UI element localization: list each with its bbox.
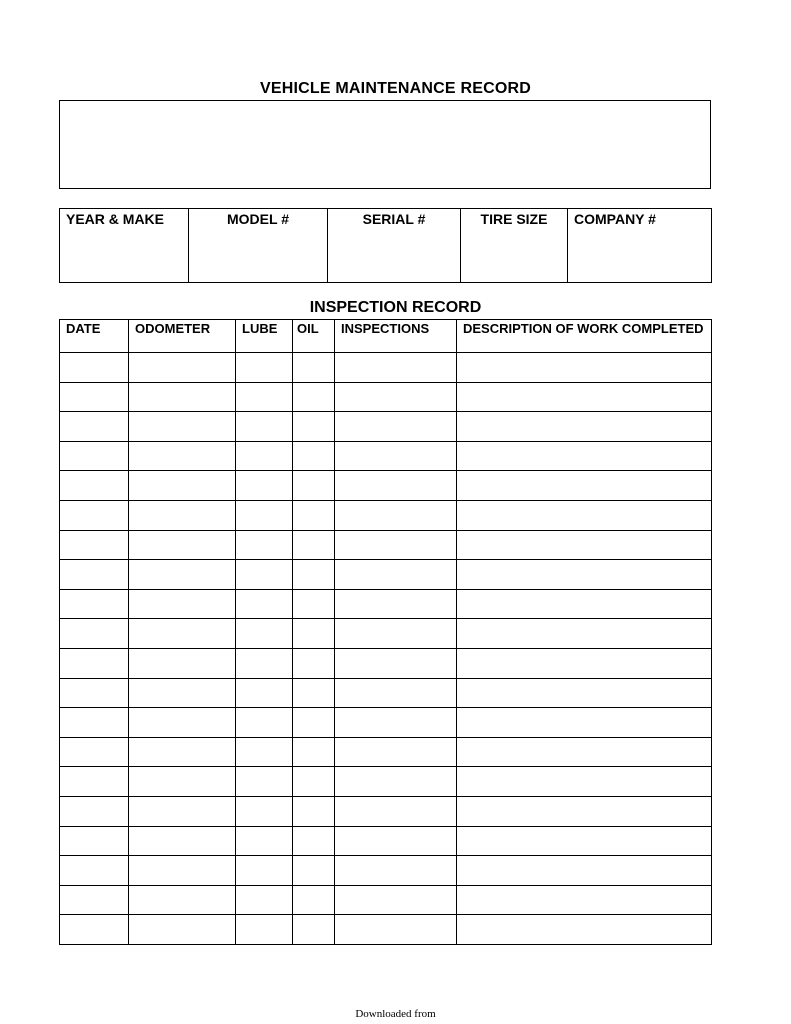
odometer-cell[interactable] xyxy=(129,441,236,471)
header-company[interactable]: COMPANY # xyxy=(568,209,712,283)
odometer-cell[interactable] xyxy=(129,678,236,708)
date-cell[interactable] xyxy=(60,856,129,886)
oil-cell[interactable] xyxy=(293,619,335,649)
odometer-cell[interactable] xyxy=(129,382,236,412)
odometer-cell[interactable] xyxy=(129,412,236,442)
inspections-cell[interactable] xyxy=(335,915,457,945)
header-serial[interactable]: SERIAL # xyxy=(328,209,461,283)
header-tire-size[interactable]: TIRE SIZE xyxy=(461,209,568,283)
oil-cell[interactable] xyxy=(293,530,335,560)
date-cell[interactable] xyxy=(60,796,129,826)
vehicle-header-row xyxy=(60,209,712,283)
inspections-cell[interactable] xyxy=(335,767,457,797)
odometer-cell[interactable] xyxy=(129,471,236,501)
lube-cell[interactable] xyxy=(236,648,293,678)
inspections-cell[interactable] xyxy=(335,885,457,915)
oil-cell[interactable] xyxy=(293,560,335,590)
oil-cell[interactable] xyxy=(293,678,335,708)
lube-cell[interactable] xyxy=(236,441,293,471)
odometer-cell[interactable] xyxy=(129,885,236,915)
odometer-cell[interactable] xyxy=(129,796,236,826)
inspections-cell[interactable] xyxy=(335,619,457,649)
footer-text: Downloaded from xyxy=(355,1008,436,1020)
oil-cell[interactable] xyxy=(293,353,335,383)
description-cell[interactable] xyxy=(457,678,712,708)
description-cell[interactable] xyxy=(457,737,712,767)
description-cell[interactable] xyxy=(457,826,712,856)
date-cell[interactable] xyxy=(60,382,129,412)
description-cell[interactable] xyxy=(457,560,712,590)
oil-cell[interactable] xyxy=(293,471,335,501)
date-cell[interactable] xyxy=(60,767,129,797)
date-cell[interactable] xyxy=(60,915,129,945)
lube-cell[interactable] xyxy=(236,678,293,708)
description-cell[interactable] xyxy=(457,648,712,678)
description-cell[interactable] xyxy=(457,767,712,797)
inspections-cell[interactable] xyxy=(335,353,457,383)
description-cell[interactable] xyxy=(457,441,712,471)
inspections-cell[interactable] xyxy=(335,412,457,442)
odometer-cell[interactable] xyxy=(129,856,236,886)
header-year-make[interactable]: YEAR & MAKE xyxy=(60,209,189,283)
inspection-header-row xyxy=(60,320,712,353)
oil-cell[interactable] xyxy=(293,589,335,619)
oil-cell[interactable] xyxy=(293,708,335,738)
table-row xyxy=(60,737,712,767)
odometer-cell[interactable] xyxy=(129,708,236,738)
description-cell[interactable] xyxy=(457,708,712,738)
header-inspections: INSPECTIONS xyxy=(335,320,457,353)
description-cell[interactable] xyxy=(457,412,712,442)
inspections-cell[interactable] xyxy=(335,589,457,619)
date-cell[interactable] xyxy=(60,353,129,383)
lube-cell[interactable] xyxy=(236,382,293,412)
header-lube: LUBE xyxy=(236,320,293,353)
odometer-cell[interactable] xyxy=(129,767,236,797)
oil-cell[interactable] xyxy=(293,648,335,678)
inspections-cell[interactable] xyxy=(335,737,457,767)
odometer-cell[interactable] xyxy=(129,826,236,856)
table-row xyxy=(60,915,712,945)
odometer-cell[interactable] xyxy=(129,560,236,590)
date-cell[interactable] xyxy=(60,500,129,530)
lube-cell[interactable] xyxy=(236,530,293,560)
lube-cell[interactable] xyxy=(236,589,293,619)
header-oil: OIL xyxy=(293,320,335,353)
date-cell[interactable] xyxy=(60,471,129,501)
table-row xyxy=(60,796,712,826)
description-cell[interactable] xyxy=(457,589,712,619)
inspections-cell[interactable] xyxy=(335,708,457,738)
lube-cell[interactable] xyxy=(236,915,293,945)
description-cell[interactable] xyxy=(457,796,712,826)
odometer-cell[interactable] xyxy=(129,619,236,649)
odometer-cell[interactable] xyxy=(129,648,236,678)
header-date: DATE xyxy=(60,320,129,353)
inspections-cell[interactable] xyxy=(335,500,457,530)
oil-cell[interactable] xyxy=(293,382,335,412)
inspections-cell[interactable] xyxy=(335,441,457,471)
oil-cell[interactable] xyxy=(293,441,335,471)
oil-cell[interactable] xyxy=(293,885,335,915)
date-cell[interactable] xyxy=(60,619,129,649)
oil-cell[interactable] xyxy=(293,826,335,856)
table-row xyxy=(60,856,712,886)
inspections-cell[interactable] xyxy=(335,560,457,590)
oil-cell[interactable] xyxy=(293,856,335,886)
inspections-cell[interactable] xyxy=(335,796,457,826)
date-cell[interactable] xyxy=(60,648,129,678)
description-cell[interactable] xyxy=(457,885,712,915)
description-cell[interactable] xyxy=(457,619,712,649)
lube-cell[interactable] xyxy=(236,560,293,590)
inspection-rows xyxy=(60,353,712,945)
table-row xyxy=(60,412,712,442)
table-row xyxy=(60,560,712,590)
lube-cell[interactable] xyxy=(236,353,293,383)
oil-cell[interactable] xyxy=(293,767,335,797)
inspections-cell[interactable] xyxy=(335,471,457,501)
table-row xyxy=(60,382,712,412)
odometer-cell[interactable] xyxy=(129,737,236,767)
odometer-cell[interactable] xyxy=(129,915,236,945)
description-cell[interactable] xyxy=(457,856,712,886)
lube-cell[interactable] xyxy=(236,412,293,442)
date-cell[interactable] xyxy=(60,530,129,560)
date-cell[interactable] xyxy=(60,737,129,767)
inspections-cell[interactable] xyxy=(335,826,457,856)
date-cell[interactable] xyxy=(60,589,129,619)
lube-cell[interactable] xyxy=(236,619,293,649)
lube-cell[interactable] xyxy=(236,826,293,856)
date-cell[interactable] xyxy=(60,560,129,590)
table-row xyxy=(60,500,712,530)
date-cell[interactable] xyxy=(60,826,129,856)
lube-cell[interactable] xyxy=(236,708,293,738)
oil-cell[interactable] xyxy=(293,737,335,767)
table-row xyxy=(60,708,712,738)
table-row xyxy=(60,619,712,649)
header-odometer: ODOMETER xyxy=(129,320,236,353)
lube-cell[interactable] xyxy=(236,737,293,767)
date-cell[interactable] xyxy=(60,708,129,738)
lube-cell[interactable] xyxy=(236,500,293,530)
table-row xyxy=(60,678,712,708)
vehicle-info-table xyxy=(59,208,712,283)
lube-cell[interactable] xyxy=(236,856,293,886)
description-cell[interactable] xyxy=(457,915,712,945)
table-row xyxy=(60,648,712,678)
table-row xyxy=(60,826,712,856)
oil-cell[interactable] xyxy=(293,500,335,530)
odometer-cell[interactable] xyxy=(129,530,236,560)
description-cell[interactable] xyxy=(457,500,712,530)
odometer-cell[interactable] xyxy=(129,589,236,619)
inspections-cell[interactable] xyxy=(335,678,457,708)
table-row xyxy=(60,471,712,501)
table-row xyxy=(60,530,712,560)
table-row xyxy=(60,885,712,915)
inspections-cell[interactable] xyxy=(335,382,457,412)
header-description: DESCRIPTION OF WORK COMPLETED xyxy=(457,320,712,353)
description-cell[interactable] xyxy=(457,530,712,560)
inspections-cell[interactable] xyxy=(335,856,457,886)
lube-cell[interactable] xyxy=(236,796,293,826)
lube-cell[interactable] xyxy=(236,885,293,915)
odometer-cell[interactable] xyxy=(129,500,236,530)
description-cell[interactable] xyxy=(457,353,712,383)
inspections-cell[interactable] xyxy=(335,648,457,678)
inspection-record-title: INSPECTION RECORD xyxy=(309,299,482,316)
notes-box[interactable] xyxy=(59,100,711,189)
document-title: VEHICLE MAINTENANCE RECORD xyxy=(260,80,531,97)
date-cell[interactable] xyxy=(60,441,129,471)
oil-cell[interactable] xyxy=(293,796,335,826)
table-row xyxy=(60,441,712,471)
inspection-record-table xyxy=(59,319,712,945)
date-cell[interactable] xyxy=(60,885,129,915)
oil-cell[interactable] xyxy=(293,915,335,945)
lube-cell[interactable] xyxy=(236,767,293,797)
description-cell[interactable] xyxy=(457,471,712,501)
oil-cell[interactable] xyxy=(293,412,335,442)
table-row xyxy=(60,589,712,619)
description-cell[interactable] xyxy=(457,382,712,412)
table-row xyxy=(60,353,712,383)
header-model[interactable]: MODEL # xyxy=(189,209,328,283)
odometer-cell[interactable] xyxy=(129,353,236,383)
lube-cell[interactable] xyxy=(236,471,293,501)
table-row xyxy=(60,767,712,797)
date-cell[interactable] xyxy=(60,412,129,442)
date-cell[interactable] xyxy=(60,678,129,708)
inspections-cell[interactable] xyxy=(335,530,457,560)
